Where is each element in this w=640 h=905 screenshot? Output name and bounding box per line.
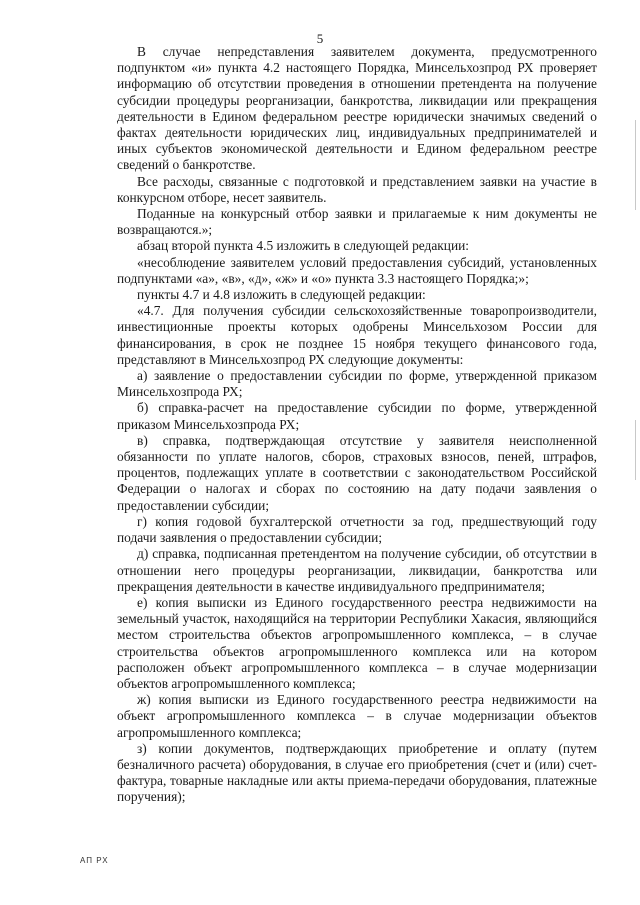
document-body [117, 44, 597, 806]
list-item-zh: ж) копия выписки из Единого государственного реестра недвижимости на объект агропромышленного комплекса – в случае модернизации объектов агропромышленного комплекса; [117, 692, 597, 740]
list-item-z: з) копии документов, подтверждающих приобретение и оплату (путем безналичного расчета) оборудования, в случае его приобретения (счет и (или) счет-фактура, товарные накладные или акты приема-передачи оборудования, платежные поручения); [117, 740, 597, 805]
paragraph-noncompliance: «несоблюдение заявителем условий предоставления субсидий, установленных подпунктами «а», «в», «д», «ж» и «о» пункта 3.3 настоящего Порядка;»; [117, 254, 597, 286]
footer-mark: АП РХ [80, 856, 109, 865]
paragraph-nonsubmission: В случае непредставления заявителем документа, предусмотренного подпунктом «и» пункта 4.2 настоящего Порядка, Минсельхозпрод РХ проверяет информацию об отсутствии проведения в отношении претендента на получение субсидии процедуры реорганизации, банкротства, ликвидации или прекращения деятельности в Едином федеральном реестре юридически значимых сведений о фактах деятельности юридических лиц, индивидуальных предпринимателей и иных субъектов экономической деятельности и Едином федеральном реестре сведений о банкротстве. [117, 44, 597, 173]
list-item-g: г) копия годовой бухгалтерской отчетности за год, предшествующий году подачи заявления о предоставлении субсидии; [117, 513, 597, 546]
paragraph-amend-4-7-4-8: пункты 4.7 и 4.8 изложить в следующей редакции: [137, 287, 426, 303]
scan-edge-mark [635, 420, 636, 480]
paragraph-not-returned: Поданные на конкурсный отбор заявки и прилагаемые к ним документы не возвращаются.»; [117, 206, 597, 238]
list-item-a: а) заявление о предоставлении субсидии по форме, утвержденной приказом Минсельхозпрода РХ; [117, 368, 597, 400]
list-item-d: д) справка, подписанная претендентом на получение субсидии, об отсутствии в отношении него процедуры реорганизации, ликвидации, банкротства или прекращения деятельности в качестве индивидуального предпринимателя; [117, 546, 597, 594]
list-item-v: в) справка, подтверждающая отсутствие у заявителя неисполненной обязанности по уплате налогов, сборов, страховых взносов, пеней, штрафов, процентов, подлежащих уплате в соответствии с законодательством Российской Федерации о налогах и сборах по состоянию на дату подачи заявления о предоставлении субсидии; [117, 432, 597, 513]
paragraph-expenses: Все расходы, связанные с подготовкой и представлением заявки на участие в конкурсном отборе, несет заявитель. [117, 173, 597, 205]
paragraph-4-7: «4.7. Для получения субсидии сельскохозяйственные товаропроизводители, инвестиционные проекты которых одобрены Минсельхозом России для финансирования, в срок не позднее 15 ноября текущего финансового года, представляют в Минсельхозпрод РХ следующие документы: [117, 303, 597, 367]
list-item-b: б) справка-расчет на предоставление субсидии по форме, утвержденной приказом Минсельхозпрода РХ; [117, 400, 597, 432]
paragraph-amend-4-5: абзац второй пункта 4.5 изложить в следующей редакции: [137, 238, 470, 254]
scan-edge-mark [635, 120, 636, 210]
page-number: 5 [316, 31, 324, 46]
list-item-e: е) копия выписки из Единого государственного реестра недвижимости на земельный участок, находящийся на территории Республики Хакасия, являющийся местом строительства объектов агропромышленного комплекса, – в случае строительства объектов агропромышленного комплекса или на котором расположен объект агропромышленного комплекса – в случае модернизации объектов агропромышленного комплекса; [117, 594, 597, 691]
